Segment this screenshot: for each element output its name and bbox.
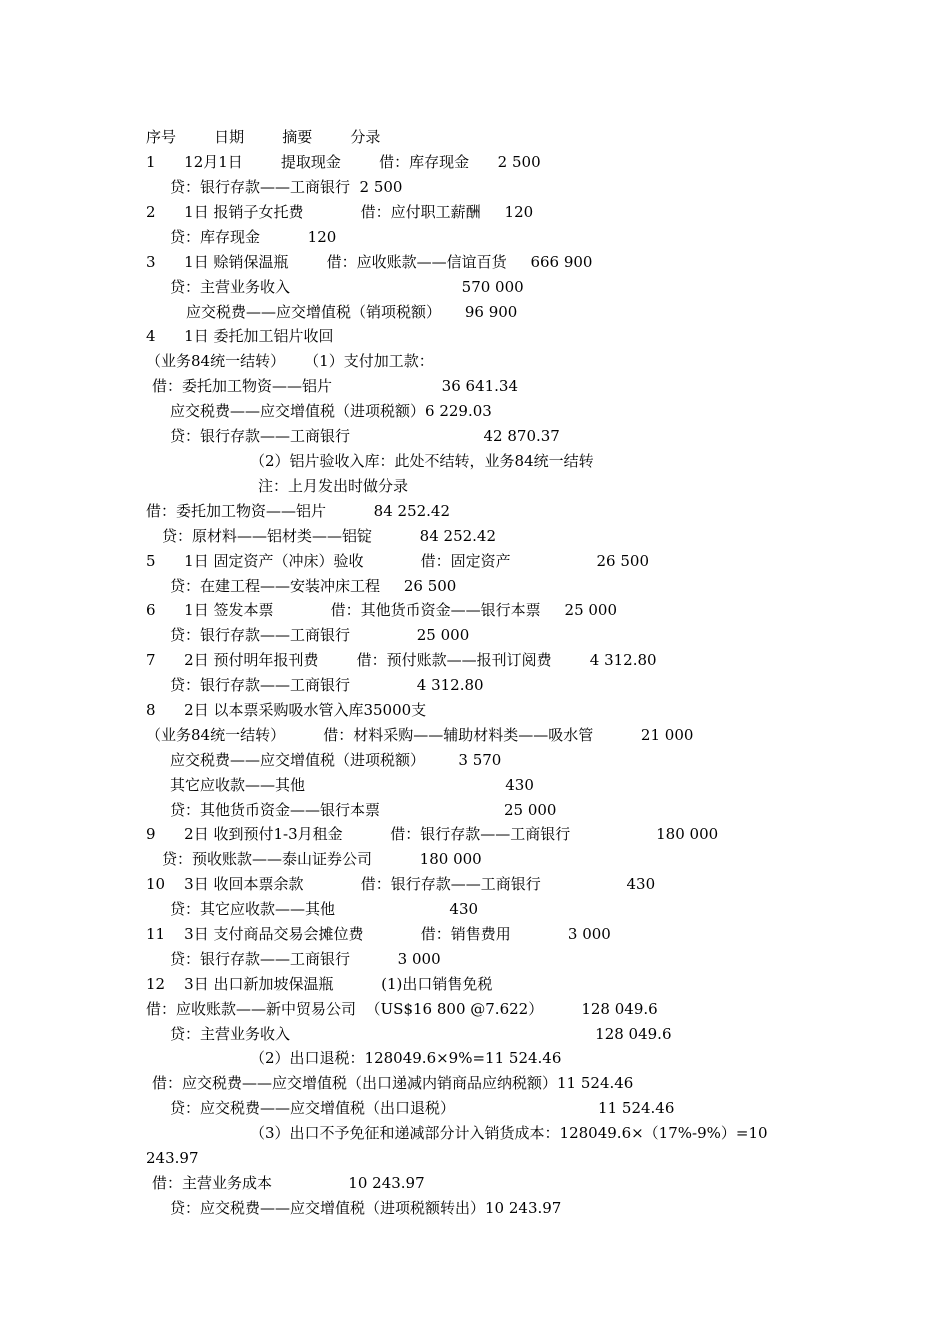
entry-line: （2）出口退税：128049.6×9%=11 524.46 — [250, 1049, 562, 1067]
entry-line: 应交税费——应交增值税（进项税额）6 229.03 — [170, 402, 492, 420]
entry-line: 贷：银行存款——工商银行 4 312.80 — [170, 676, 484, 694]
entry-line: 借：委托加工物资——铝片 36 641.34 — [152, 377, 519, 395]
entry-line: 贷：预收账款——泰山证券公司 180 000 — [162, 850, 482, 868]
entry-line: 1 12月1日 提取现金 借：库存现金 2 500 — [146, 153, 541, 171]
entry-line: 借：应交税费——应交增值税（出口递减内销商品应纳税额）11 524.46 — [152, 1074, 634, 1092]
entry-line: 应交税费——应交增值税（进项税额） 3 570 — [170, 751, 502, 769]
entry-line: 贷：其它应收款——其他 430 — [170, 900, 479, 918]
entry-line: 应交税费——应交增值税（销项税额） 96 900 — [186, 303, 518, 321]
entry-line: （3）出口不予免征和递减部分计入销货成本：128049.6×（17%-9%）=10 — [250, 1124, 768, 1142]
entry-line: 贷：主营业务收入 570 000 — [170, 278, 524, 296]
entry-line: （业务84统一结转） （1）支付加工款： — [146, 352, 434, 370]
entry-line: 2 1日 报销子女托费 借：应付职工薪酬 120 — [146, 203, 534, 221]
entry-line: 贷：主营业务收入 128 049.6 — [170, 1025, 672, 1043]
entry-line: 8 2日 以本票采购吸水管入库35000支 — [146, 701, 427, 719]
entry-line: 贷：银行存款——工商银行 3 000 — [170, 950, 441, 968]
header-line: 序号 日期 摘要 分录 — [146, 128, 381, 146]
entry-line: 贷：其他货币资金——银行本票 25 000 — [170, 801, 557, 819]
entry-line: 12 3日 出口新加坡保温瓶 (1)出口销售免税 — [146, 975, 493, 993]
entry-line: （业务84统一结转） 借：材料采购——辅助材料类——吸水管 21 000 — [146, 726, 694, 744]
entry-line: 243.97 — [146, 1149, 199, 1167]
entry-line: 贷：应交税费——应交增值税（出口退税） 11 524.46 — [170, 1099, 675, 1117]
entry-line: 贷：库存现金 120 — [170, 228, 337, 246]
entry-line: 10 3日 收回本票余款 借：银行存款——工商银行 430 — [146, 875, 656, 893]
entry-line: （2）铝片验收入库：此处不结转，业务84统一结转 — [250, 452, 594, 470]
entry-line: 7 2日 预付明年报刊费 借：预付账款——报刊订阅费 4 312.80 — [146, 651, 657, 669]
entry-line: 3 1日 赊销保温瓶 借：应收账款——信谊百货 666 900 — [146, 253, 593, 271]
entry-line: 贷：应交税费——应交增值税（进项税额转出）10 243.97 — [170, 1199, 562, 1217]
entry-line: 5 1日 固定资产（冲床）验收 借：固定资产 26 500 — [146, 552, 649, 570]
entry-line: 贷：银行存款——工商银行 2 500 — [170, 178, 403, 196]
entry-line: 9 2日 收到预付1-3月租金 借：银行存款——工商银行 180 000 — [146, 825, 719, 843]
entry-line: 11 3日 支付商品交易会摊位费 借：销售费用 3 000 — [146, 925, 611, 943]
entry-line: 贷：银行存款——工商银行 25 000 — [170, 626, 470, 644]
entry-line: 贷：银行存款——工商银行 42 870.37 — [170, 427, 560, 445]
entry-line: 注：上月发出时做分录 — [258, 477, 409, 495]
entry-line: 借：委托加工物资——铝片 84 252.42 — [146, 502, 451, 520]
entry-line: 贷：在建工程——安装冲床工程 26 500 — [170, 577, 457, 595]
entry-line: 借：主营业务成本 10 243.97 — [152, 1174, 425, 1192]
entry-line: 借：应收账款——新中贸易公司 （US$16 800 @7.622） 128 049.6 — [146, 1000, 658, 1018]
entry-line: 6 1日 签发本票 借：其他货币资金——银行本票 25 000 — [146, 601, 618, 619]
entry-line: 4 1日 委托加工铝片收回 — [146, 327, 334, 345]
entry-line: 其它应收款——其他 430 — [170, 776, 534, 794]
entry-line: 贷：原材料——铝材类——铝锭 84 252.42 — [162, 527, 497, 545]
